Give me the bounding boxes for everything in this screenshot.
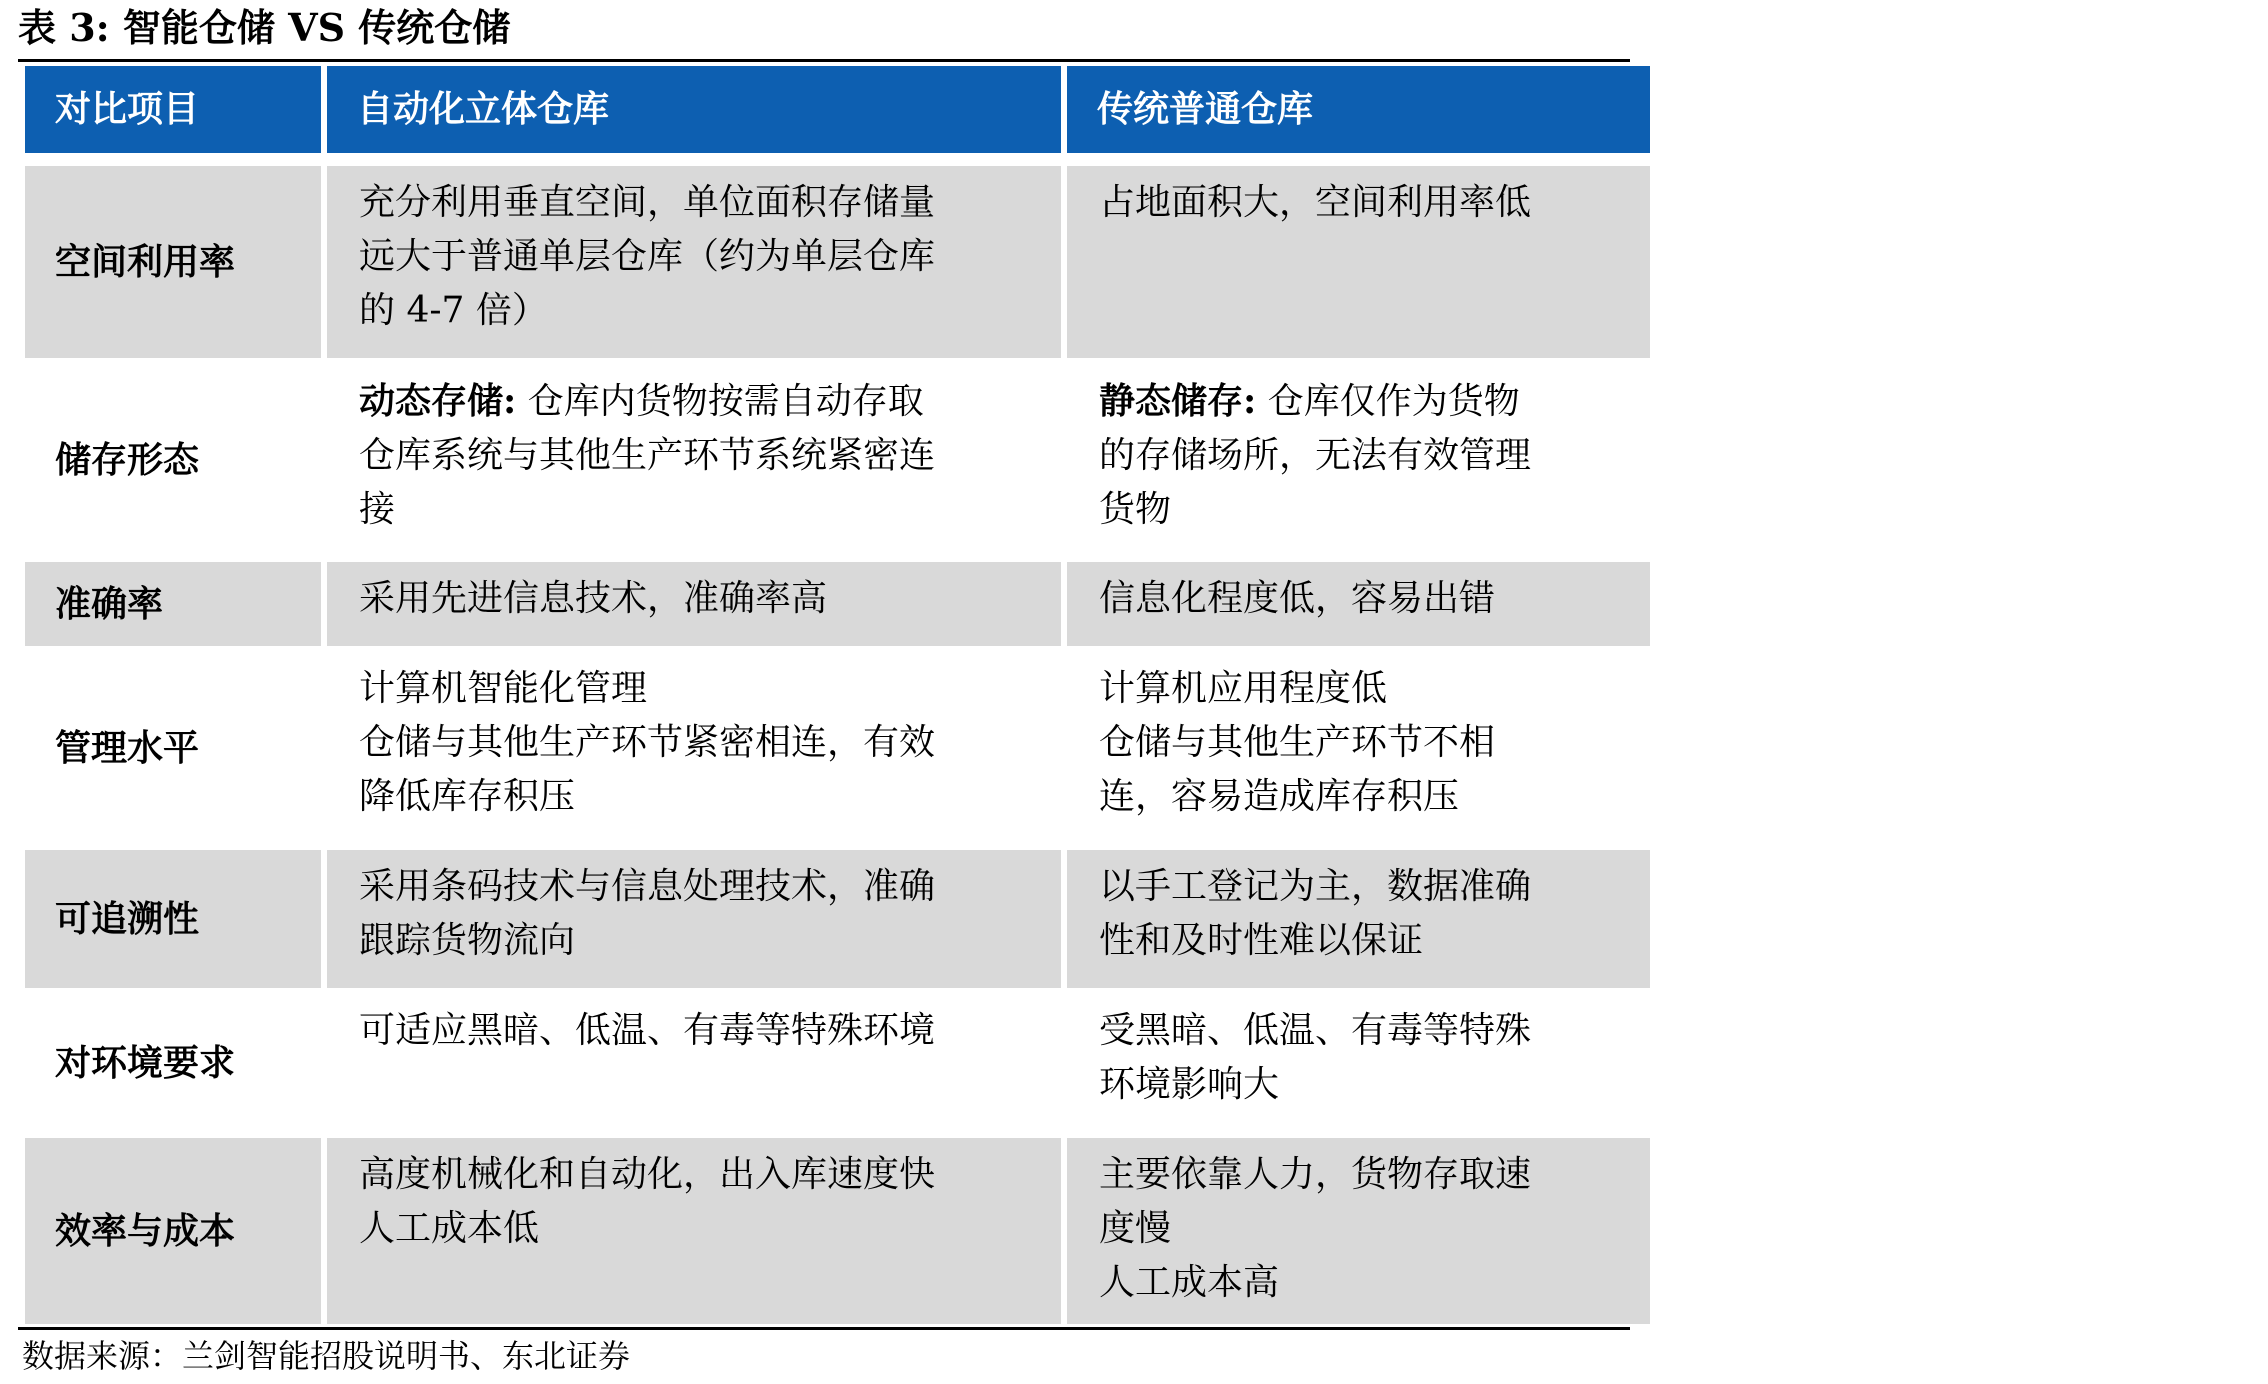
- cell-text: 仓库内货物按需自动存取: [516, 381, 924, 422]
- row-label: 效率与成本: [25, 1138, 321, 1324]
- automated-cell: [327, 1138, 1061, 1324]
- cell-line: 跟踪货物流向: [359, 920, 576, 961]
- table-row: [25, 994, 1650, 1132]
- cell-line: 计算机应用程度低: [1099, 668, 1388, 709]
- table-row: [25, 652, 1650, 844]
- cell-line: 仓库系统与其他生产环节系统紧密连: [359, 435, 936, 476]
- cell-line: 高度机械化和自动化，出入库速度快: [359, 1154, 936, 1195]
- automated-cell: [327, 562, 1061, 646]
- title-rule: [18, 59, 1630, 62]
- cell-line: 主要依靠人力，货物存取速: [1099, 1154, 1532, 1195]
- cell-line: 计算机智能化管理: [359, 668, 648, 709]
- traditional-cell: [1067, 1138, 1650, 1324]
- table-row: [25, 850, 1650, 988]
- cell-line: 充分利用垂直空间，单位面积存储量: [359, 182, 936, 223]
- header-automated-warehouse: 自动化立体仓库: [327, 66, 1061, 153]
- cell-line: 信息化程度低，容易出错: [1099, 578, 1496, 619]
- bottom-rule: [18, 1327, 1630, 1330]
- cell-line: 占地面积大，空间利用率低: [1099, 182, 1532, 223]
- cell-bold-prefix: 动态存储:: [359, 380, 517, 422]
- automated-cell: [327, 652, 1061, 844]
- traditional-cell: [1067, 850, 1650, 988]
- automated-cell: [327, 166, 1061, 358]
- cell-line: 货物: [1099, 489, 1172, 530]
- row-label: 可追溯性: [25, 850, 321, 988]
- cell-line: 采用条码技术与信息处理技术，准确: [359, 866, 936, 907]
- cell-line: 环境影响大: [1099, 1064, 1280, 1105]
- traditional-cell: [1067, 166, 1650, 358]
- table-row: [25, 562, 1650, 646]
- cell-line: 以手工登记为主，数据准确: [1099, 866, 1532, 907]
- cell-bold-prefix: 静态储存:: [1099, 380, 1257, 422]
- table-row: [25, 166, 1650, 358]
- cell-line: 远大于普通单层仓库（约为单层仓库: [359, 236, 936, 277]
- cell-line: 的 4-7 倍）: [359, 290, 548, 331]
- cell-text: 仓库仅作为货物: [1256, 381, 1520, 422]
- cell-line: 受黑暗、低温、有毒等特殊: [1099, 1010, 1532, 1051]
- cell-line: 接: [359, 489, 396, 530]
- cell-line: 度慢: [1099, 1208, 1172, 1249]
- table-row: [25, 364, 1650, 556]
- cell-line: 仓储与其他生产环节紧密相连，有效: [359, 722, 936, 763]
- automated-cell: [327, 364, 1061, 556]
- cell-line: 连，容易造成库存积压: [1099, 776, 1460, 817]
- table-title: 表 3: 智能仓储 VS 传统仓储: [18, 5, 511, 50]
- automated-cell: [327, 850, 1061, 988]
- traditional-cell: [1067, 652, 1650, 844]
- cell-line: 性和及时性难以保证: [1099, 920, 1424, 961]
- cell-line: 人工成本低: [359, 1208, 540, 1249]
- source-note: 数据来源：兰剑智能招股说明书、东北证券: [22, 1337, 631, 1375]
- row-label: 对环境要求: [25, 994, 321, 1132]
- cell-line: [359, 374, 1061, 429]
- header-traditional-warehouse: 传统普通仓库: [1067, 66, 1650, 153]
- row-label: 准确率: [25, 562, 321, 646]
- automated-cell: [327, 994, 1061, 1132]
- cell-line: 人工成本高: [1099, 1262, 1280, 1303]
- cell-line: 仓储与其他生产环节不相: [1099, 722, 1496, 763]
- table-header: [25, 66, 1650, 153]
- cell-line: 的存储场所，无法有效管理: [1099, 435, 1532, 476]
- cell-line: 采用先进信息技术，准确率高: [359, 578, 828, 619]
- header-compare-item: 对比项目: [25, 66, 321, 153]
- cell-line: 降低库存积压: [359, 776, 576, 817]
- row-label: 管理水平: [25, 652, 321, 844]
- table-row: [25, 1138, 1650, 1324]
- traditional-cell: [1067, 994, 1650, 1132]
- cell-line: 可适应黑暗、低温、有毒等特殊环境: [359, 1010, 936, 1051]
- traditional-cell: [1067, 364, 1650, 556]
- traditional-cell: [1067, 562, 1650, 646]
- row-label: 储存形态: [25, 364, 321, 556]
- row-label: 空间利用率: [25, 166, 321, 358]
- cell-line: [1099, 374, 1650, 429]
